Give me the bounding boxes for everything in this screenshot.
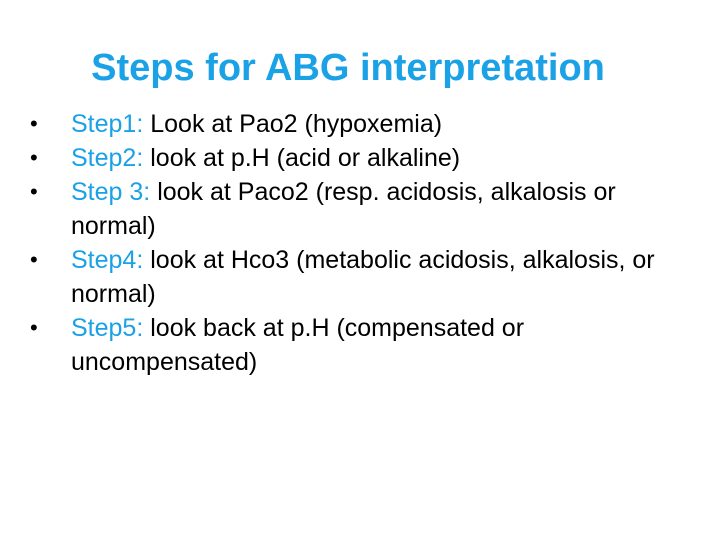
list-item-step-4: [30, 243, 690, 311]
list-item-step-5: [30, 311, 690, 379]
step-text: look back at p.H (compensated or uncompensated): [71, 314, 525, 376]
list-item-step-3: [30, 175, 690, 243]
step-label: Step2:: [71, 144, 144, 172]
list-item-step-2: [30, 141, 690, 175]
step-text: look at Paco2 (resp. acidosis, alkalosis or normal): [71, 178, 616, 240]
list-item-step-1: [30, 107, 690, 141]
step-label: Step 3:: [71, 178, 151, 206]
bullet-icon: •: [30, 247, 38, 272]
bullet-icon: •: [30, 315, 38, 340]
slide-title: Steps for ABG interpretation: [91, 47, 605, 89]
step-text: look at Hco3 (metabolic acidosis, alkalosis, or normal): [71, 246, 655, 308]
bullet-icon: •: [30, 179, 38, 204]
bullet-icon: •: [30, 145, 38, 170]
step-text: look at p.H (acid or alkaline): [150, 144, 461, 172]
step-label: Step4:: [71, 246, 144, 274]
bullet-icon: •: [30, 111, 38, 136]
steps-list: [30, 107, 690, 379]
step-label: Step1:: [71, 110, 144, 138]
step-text: Look at Pao2 (hypoxemia): [150, 110, 443, 138]
step-label: Step5:: [71, 314, 144, 342]
